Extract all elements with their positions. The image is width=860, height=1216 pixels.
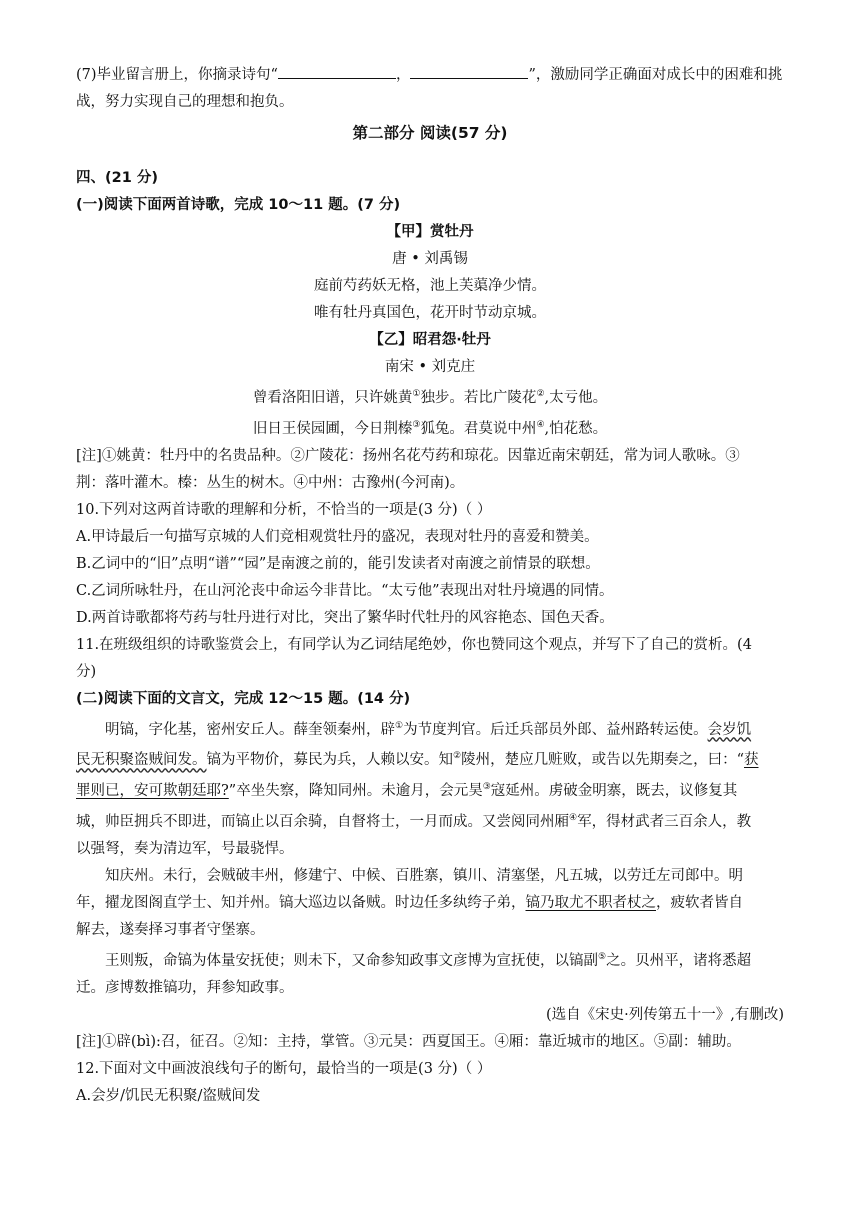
passage-line: 知庆州。未行，会贼破丰州，修建宁、中候、百胜寨，镇川、清塞堡，凡五城，以劳迁左司郎中。明 — [105, 867, 743, 884]
passage-notes: [注]①辟(bì):召，征召。②知：主持，掌管。③元昊：西夏国王。④厢：靠近城市的地区。⑤副：辅助。 — [76, 1033, 741, 1050]
classical-passage — [76, 713, 784, 1029]
option-b[interactable]: B.乙词中的“旧”点明“谱”“园”是南渡之前的，能引发读者对南渡之前情景的联想。 — [76, 555, 600, 572]
poem-a-line: 唯有牡丹真国色，花开时节动京城。 — [314, 305, 546, 321]
passage-line: 以强弩，奏为清边军，号最骁悍。 — [76, 840, 294, 857]
poem-a-line: 庭前芍药妖无格，池上芙蕖净少情。 — [314, 278, 546, 294]
note-marker: ② — [453, 751, 462, 762]
note-marker: ④ — [569, 813, 578, 824]
answer-blank-1[interactable] — [278, 64, 396, 79]
passage-line: 王则叛，命镐为体量安抚使；则未下，又命参知政事文彦博为宣抚使，以镐副⑤之。贝州平，诸将悉超 — [105, 951, 752, 969]
note-marker: ① — [412, 389, 421, 399]
poem-notes-line: [注]①姚黄：牡丹中的名贵品种。②广陵花：扬州名花芍药和琼花。因靠近南宋朝廷，常为词人歌咏。③ — [76, 447, 740, 464]
note-marker: ② — [536, 389, 545, 399]
underlined-text: 获 — [744, 752, 759, 769]
passage-line: 城，帅臣拥兵不即进，而镐止以百余骑，自督将士，一月而成。又尝阅同州厢④军，得材武者三百余人，教 — [76, 813, 752, 830]
passage-line: 民无积聚盗贼间发。镐为平物价，募民为兵，人赖以安。知②陵州，楚应几赃败，或告以先期奏之，曰：“获 — [76, 751, 759, 769]
passage-line: 解去，遂奏择习事者守堡寨。 — [76, 921, 265, 938]
part-two-title: 第二部分 阅读(57 分) — [352, 124, 508, 142]
subsection-one-heading: (一)阅读下面两首诗歌，完成 10～11 题。(7 分) — [76, 197, 401, 213]
passage-source: (选自《宋史·列传第五十一》,有删改) — [545, 1006, 784, 1023]
question-7-line2: 战，努力实现自己的理想和抱负。 — [76, 94, 294, 110]
poem-b-title: 【乙】昭君怨·牡丹 — [369, 332, 491, 348]
underlined-text: 镐乃取尤不职者杖之 — [525, 894, 656, 911]
question-10-stem: 10.下列对这两首诗歌的理解和分析，不恰当的一项是(3 分)（ ） — [76, 501, 492, 518]
section-four-heading: 四、(21 分) — [76, 170, 158, 186]
passage-line: 年，擢龙图阁直学士、知并州。镐大巡边以备贼。时边任多纨绔子弟，镐乃取尤不职者杖之，疲软者皆自 — [76, 894, 743, 911]
subsection-two-heading: (二)阅读下面的文言文，完成 12～15 题。(14 分) — [76, 690, 411, 707]
option-c[interactable]: C.乙词所咏牡丹，在山河沦丧中命运今非昔比。“太亏他”表现出对牡丹境遇的同情。 — [76, 582, 614, 599]
underlined-text: 罪则已，安可欺朝廷耶? — [76, 783, 229, 800]
note-marker: ⑤ — [598, 951, 607, 962]
wavy-underlined-text: 民无积聚盗贼间发。 — [76, 752, 207, 769]
question-7-line1: (7)毕业留言册上，你摘录诗句“ ， ”，激励同学正确面对成长中的困难和挑 — [76, 62, 784, 89]
note-marker: ③ — [482, 782, 491, 793]
poem-a-author: 唐 • 刘禹锡 — [392, 251, 468, 267]
note-marker: ③ — [412, 419, 421, 430]
poem-b-line: 旧日王侯园圃，今日荆榛③狐兔。君莫说中州④,怕花愁。 — [252, 419, 608, 437]
note-marker: ① — [395, 720, 404, 731]
poem-notes-line: 荆：落叶灌木。榛：丛生的树木。④中州：古豫州(今河南)。 — [76, 474, 465, 491]
exam-page — [76, 62, 784, 1110]
poem-b-line: 曾看洛阳旧谱，只许姚黄①独步。若比广陵花②,太亏他。 — [252, 389, 608, 406]
wavy-underlined-text: 会岁饥 — [707, 721, 752, 738]
answer-blank-2[interactable] — [410, 64, 528, 79]
passage-line: 明镐，字化基，密州安丘人。薛奎领秦州，辟①为节度判官。后迁兵部员外郎、益州路转运使。会岁饥 — [105, 720, 752, 738]
passage-line: 迁。彦博数推镐功，拜参知政事。 — [76, 979, 294, 996]
option-a[interactable]: A.会岁/饥民无积聚/盗贼间发 — [76, 1087, 261, 1104]
question-11-line2: 分) — [76, 663, 97, 680]
question-11-line1: 11.在班级组织的诗歌鉴赏会上，有同学认为乙词结尾绝妙，你也赞同这个观点，并写下了自己的赏析。(4 — [76, 636, 752, 653]
option-d[interactable]: D.两首诗歌都将芍药与牡丹进行对比，突出了繁华时代牡丹的风容艳态、国色天香。 — [76, 609, 614, 626]
poem-a-title: 【甲】赏牡丹 — [386, 224, 474, 240]
poem-b-author: 南宋 • 刘克庄 — [384, 359, 476, 375]
passage-line: 罪则已，安可欺朝廷耶?”卒坐失察，降知同州。未逾月，会元昊③寇延州。虏破金明寨，既去，议修复其 — [76, 782, 738, 800]
option-a[interactable]: A.甲诗最后一句描写京城的人们竞相观赏牡丹的盛况，表现对牡丹的喜爱和赞美。 — [76, 528, 599, 545]
question-12-stem: 12.下面对文中画波浪线句子的断句，最恰当的一项是(3 分)（ ） — [76, 1060, 492, 1077]
note-marker: ④ — [536, 419, 545, 430]
